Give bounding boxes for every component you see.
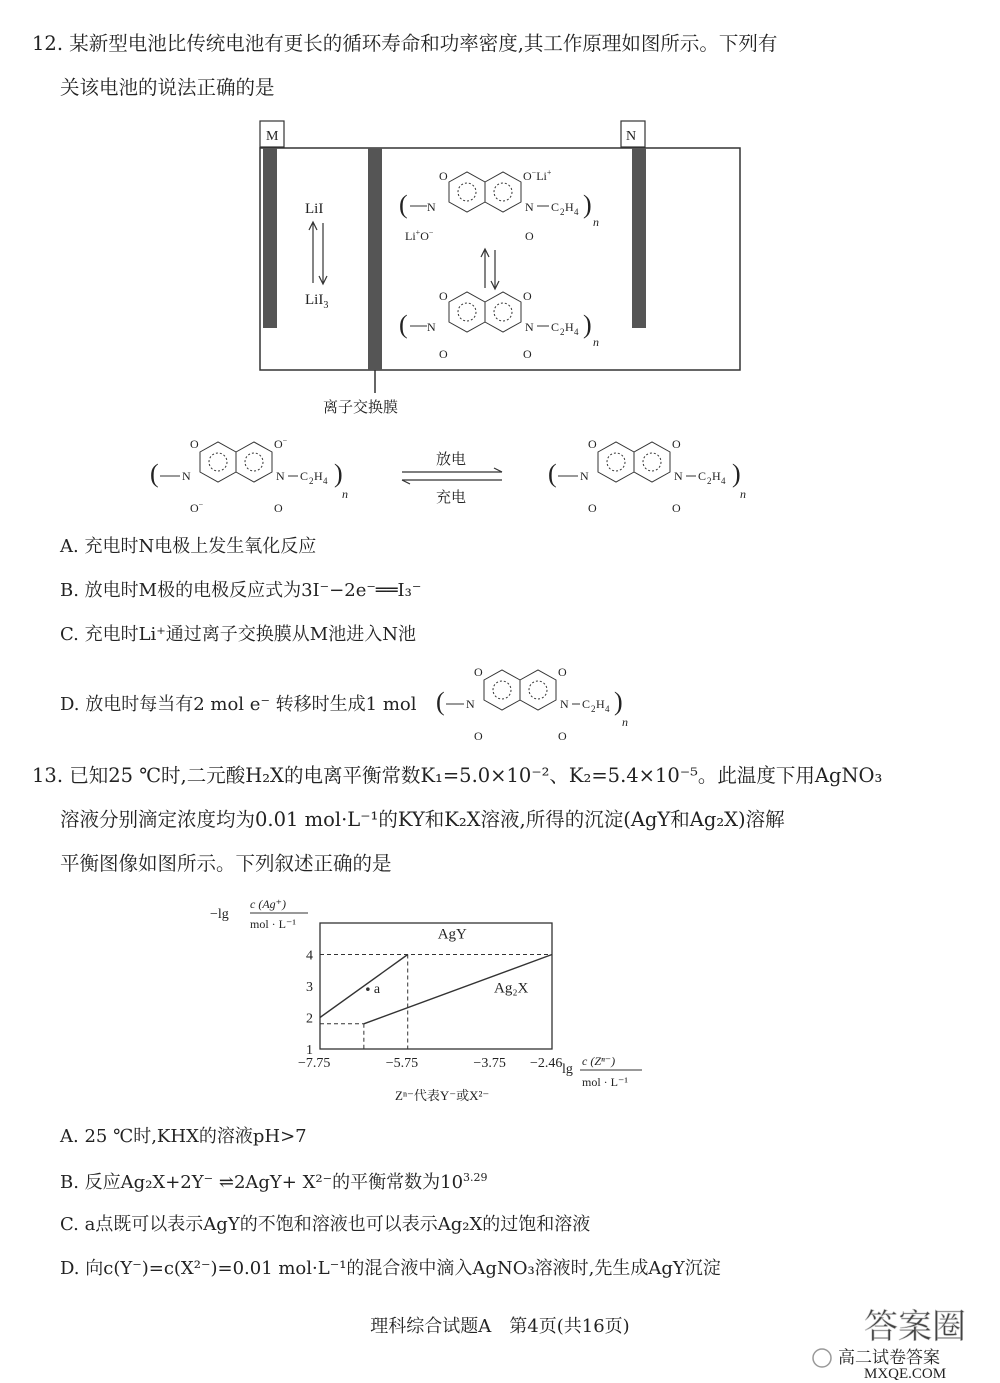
- svg-text:): ): [732, 459, 741, 488]
- svg-text:n: n: [593, 335, 599, 349]
- svg-text:4: 4: [574, 327, 579, 337]
- svg-text:2: 2: [309, 476, 314, 486]
- electrode-m: [263, 148, 277, 328]
- page-footer: 理科综合试题A 第4页(共16页): [370, 1316, 630, 1337]
- svg-text:Li+O−: Li+O−: [405, 228, 434, 243]
- lii-label: LiI: [305, 201, 324, 217]
- svg-text:2: 2: [560, 207, 565, 217]
- y-tick-label-4: 4: [306, 948, 313, 964]
- x-tick-label-1: −5.75: [385, 1056, 419, 1071]
- electrode-n-label: N: [626, 129, 637, 144]
- svg-text:N: N: [182, 469, 191, 483]
- y-tick-label-2: 2: [306, 1011, 313, 1027]
- svg-text:n: n: [593, 215, 599, 229]
- oxidized-polymer-structure: [399, 289, 599, 361]
- chart-ylabel-prefix: −lg: [210, 907, 229, 922]
- chart-ylabel-den: mol · L⁻¹: [250, 917, 296, 931]
- svg-text:H: H: [314, 469, 323, 483]
- svg-text:O: O: [523, 347, 532, 361]
- svg-text:O: O: [672, 437, 681, 451]
- svg-text:4: 4: [605, 704, 610, 714]
- watermark-channel-text: 高二试卷答案: [838, 1348, 940, 1367]
- svg-text:4: 4: [574, 207, 579, 217]
- svg-text:2: 2: [591, 704, 596, 714]
- svg-text:O: O: [558, 729, 567, 743]
- svg-text:O: O: [474, 665, 483, 679]
- svg-text:4: 4: [721, 476, 726, 486]
- q12-option-a[interactable]: A. 充电时N电极上发生氧化反应: [60, 536, 317, 557]
- svg-text:(: (: [548, 459, 557, 488]
- chart-xlabel-den: mol · L⁻¹: [582, 1075, 628, 1089]
- li-plus-top: O−Li+: [523, 168, 552, 183]
- svg-text:N: N: [560, 697, 569, 711]
- option-d-polymer-structure: [436, 664, 636, 744]
- svg-text:O: O: [588, 501, 597, 514]
- membrane-label: 离子交换膜: [323, 400, 399, 416]
- svg-text:): ): [614, 687, 623, 716]
- watermark-url-text: MXQE.COM: [864, 1366, 947, 1380]
- svg-text:O: O: [525, 229, 534, 243]
- svg-text:H: H: [565, 320, 574, 334]
- svg-text:n: n: [342, 487, 348, 501]
- svg-text:): ): [583, 190, 592, 219]
- svg-text:N: N: [525, 200, 534, 214]
- chart-ylabel-num: c (Ag⁺): [250, 897, 286, 911]
- svg-text:O: O: [274, 501, 283, 514]
- svg-text:C: C: [582, 697, 591, 711]
- reduced-polymer-structure: [399, 168, 599, 243]
- svg-text:2: 2: [707, 476, 712, 486]
- svg-text:H: H: [596, 697, 605, 711]
- site-watermark: [782, 1300, 982, 1380]
- svg-text:N: N: [674, 469, 683, 483]
- svg-text:C: C: [551, 200, 560, 214]
- electrode-m-label: M: [266, 129, 279, 144]
- svg-text:N: N: [427, 320, 436, 334]
- q12-option-d[interactable]: D. 放电时每当有2 mol e⁻ 转移时生成1 mol: [60, 694, 417, 715]
- q13-option-b-exponent: 3.29: [463, 1171, 488, 1184]
- q13-option-c[interactable]: C. a点既可以表示AgY的不饱和溶液也可以表示Ag₂X的过饱和溶液: [60, 1214, 591, 1235]
- svg-text:O: O: [672, 501, 681, 514]
- svg-text:N: N: [580, 469, 589, 483]
- q13-option-b[interactable]: [60, 1172, 488, 1192]
- q12-option-c[interactable]: C. 充电时Li⁺通过离子交换膜从M池进入N池: [60, 624, 416, 645]
- reaction-scheme: [150, 432, 750, 514]
- svg-text:N: N: [427, 200, 436, 214]
- svg-text:O: O: [439, 169, 448, 183]
- svg-text:): ): [334, 459, 343, 488]
- series-label-1: Ag₂X: [494, 980, 529, 997]
- q12-option-b[interactable]: B. 放电时M极的电极反应式为3I⁻−2e⁻══I₃⁻: [60, 580, 422, 601]
- svg-text:n: n: [622, 715, 628, 729]
- svg-text:(: (: [436, 687, 445, 716]
- svg-text:O: O: [474, 729, 483, 743]
- svg-text:O−: O−: [190, 500, 204, 514]
- q13-stem-line2: 溶液分别滴定浓度均为0.01 mol·L⁻¹的KY和K₂X溶液,所得的沉淀(AgY和Ag₂X)溶解: [60, 808, 785, 831]
- svg-text:O: O: [588, 437, 597, 451]
- y-tick-label-3: 3: [306, 980, 313, 995]
- q13-option-d[interactable]: D. 向c(Y⁻)=c(X²⁻)=0.01 mol·L⁻¹的混合液中滴入AgNO₃溶液时,先生成AgY沉淀: [60, 1258, 721, 1279]
- series-label-0: AgY: [437, 926, 467, 943]
- q13-stem-line3: 平衡图像如图所示。下列叙述正确的是: [60, 852, 392, 875]
- svg-text:C: C: [300, 469, 309, 483]
- svg-text:): ): [583, 310, 592, 339]
- svg-text:O: O: [439, 289, 448, 303]
- x-tick-label-0: −7.75: [298, 1056, 331, 1071]
- chart-note: Zⁿ⁻代表Y⁻或X²⁻: [395, 1088, 490, 1103]
- svg-text:O: O: [439, 347, 448, 361]
- ion-exchange-membrane: [368, 148, 382, 370]
- svg-text:H: H: [712, 469, 721, 483]
- y-tick-label-1: 1: [306, 1043, 313, 1058]
- x-tick-label-3: −2.46: [530, 1056, 563, 1071]
- wechat-icon: [813, 1349, 831, 1367]
- svg-text:O: O: [523, 289, 532, 303]
- svg-text:2: 2: [560, 327, 565, 337]
- x-tick-label-2: −3.75: [473, 1056, 506, 1071]
- solubility-chart: [210, 890, 660, 1110]
- q13-option-b-text: B. 反应Ag₂X+2Y⁻ ⇌2AgY+ X²⁻的平衡常数为10: [60, 1172, 464, 1193]
- electrode-n: [632, 148, 646, 328]
- q12-stem-line1: 12. 某新型电池比传统电池有更长的循环寿命和功率密度,其工作原理如图所示。下列有: [32, 32, 778, 55]
- svg-text:n: n: [740, 487, 746, 501]
- charge-label: 充电: [436, 490, 467, 506]
- chart-xlabel-prefix: lg: [562, 1062, 573, 1077]
- lii3-label: LiI$_3$: [305, 292, 329, 311]
- svg-text:C: C: [698, 469, 707, 483]
- point-a-marker: [366, 987, 370, 991]
- series-line-0: [320, 955, 408, 1018]
- point-a-label: a: [373, 982, 381, 998]
- svg-text:O−: O−: [274, 436, 288, 451]
- svg-text:O: O: [190, 437, 199, 451]
- chart-xlabel-num: c (Zⁿ⁻): [582, 1054, 616, 1068]
- q12-stem-line2: 关该电池的说法正确的是: [60, 76, 275, 99]
- svg-text:4: 4: [323, 476, 328, 486]
- svg-text:N: N: [466, 697, 475, 711]
- q13-option-a[interactable]: A. 25 ℃时,KHX的溶液pH>7: [60, 1126, 307, 1147]
- svg-text:O: O: [558, 665, 567, 679]
- discharge-label: 放电: [436, 452, 467, 468]
- svg-text:H: H: [565, 200, 574, 214]
- svg-text:(: (: [399, 190, 408, 219]
- svg-text:N: N: [276, 469, 285, 483]
- svg-text:N: N: [525, 320, 534, 334]
- svg-text:(: (: [399, 310, 408, 339]
- battery-diagram: [255, 118, 745, 418]
- svg-text:(: (: [150, 459, 159, 488]
- watermark-logo-text: 答案圈: [864, 1309, 966, 1346]
- q13-stem-line1: 13. 已知25 ℃时,二元酸H₂X的电离平衡常数K₁=5.0×10⁻²、K₂=5.4×10⁻⁵。此温度下用AgNO₃: [32, 764, 883, 787]
- svg-text:C: C: [551, 320, 560, 334]
